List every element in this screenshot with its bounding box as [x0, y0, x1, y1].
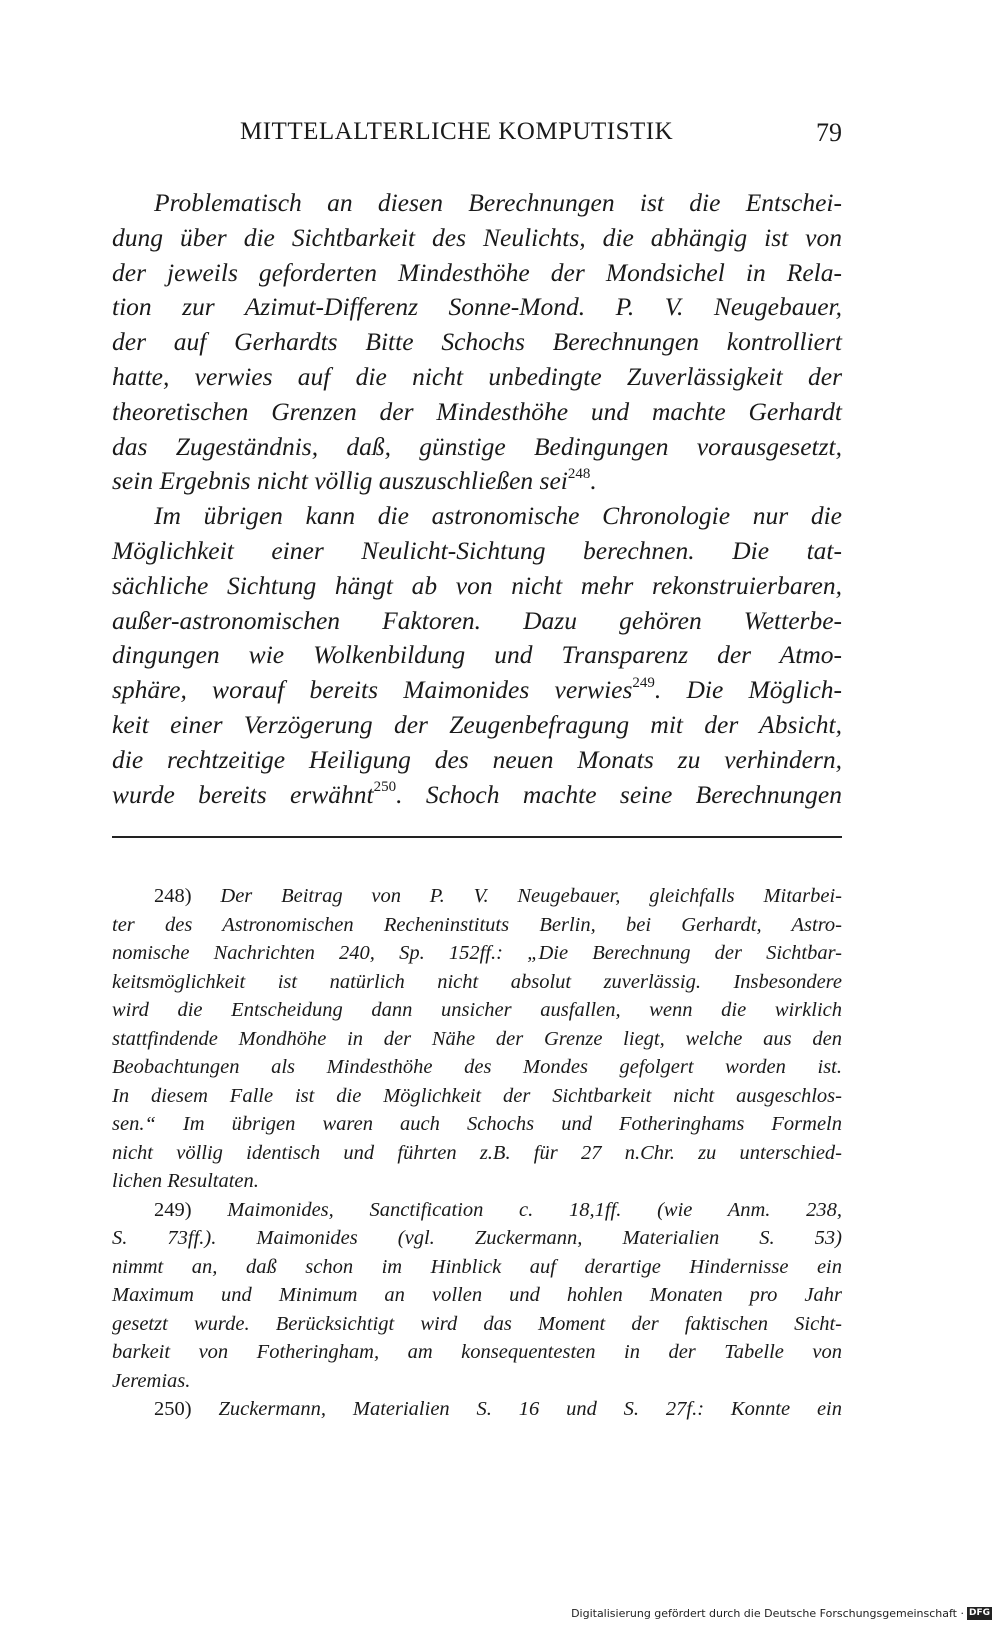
body-line-text: . Schoch machte seine Berechnungen	[396, 779, 842, 809]
body-line: Möglichkeit einer Neulicht-Sichtung berechnen. Die tat-	[112, 535, 842, 565]
body-line: hatte, verwies auf die nicht unbedingte Zuverlässigkeit der	[112, 361, 842, 391]
body-line: tion zur Azimut-Differenz Sonne-Mond. P. V. Neugebauer,	[112, 292, 842, 322]
footnote-248-line: wird die Entscheidung dann unsicher ausfallen, wenn die wirklich	[112, 999, 842, 1021]
body-line-text: sein Ergebnis nicht völlig auszuschließen sei	[112, 466, 568, 496]
body-line: der auf Gerhardts Bitte Schochs Berechnungen kontrolliert	[112, 327, 842, 357]
footnote-248-line: keitsmöglichkeit ist natürlich nicht absolut zuverlässig. Insbesondere	[112, 970, 842, 993]
footnote-number: 248)	[154, 885, 192, 907]
footnote-text: Zuckermann, Materialien S. 16 und S. 27f.: Konnte ein	[218, 1398, 843, 1420]
body-line	[112, 464, 842, 499]
body-line: Im übrigen kann die astronomische Chronologie nur die	[154, 501, 842, 531]
footnote-248-line	[112, 882, 842, 911]
footnote-248-line: ter des Astronomischen Recheninstituts Berlin, bei Gerhardt, Astro-	[112, 913, 842, 936]
footnote-249-line: Jeremias.	[112, 1369, 191, 1392]
footnote-248-line: In diesem Falle ist die Möglichkeit der Sichtbarkeit nicht ausgeschlos-	[112, 1084, 842, 1107]
footnote-249-line	[112, 1196, 842, 1225]
period: .	[590, 466, 597, 496]
digitization-credit	[571, 1607, 992, 1620]
footnote-248-line: nomische Nachrichten 240, Sp. 152ff.: „Die Berechnung der Sichtbar-	[112, 942, 842, 964]
footnote-248-line: lichen Resultaten.	[112, 1170, 259, 1192]
footnote-248-line: nicht völlig identisch und führten z.B. für 27 n.Chr. zu unterschied-	[112, 1141, 842, 1164]
body-line: der jeweils geforderten Mindesthöhe der Mondsichel in Rela-	[112, 257, 842, 287]
footnote-divider	[112, 836, 842, 838]
footnote-number: 250)	[154, 1398, 192, 1420]
footnote-249-line: gesetzt wurde. Berücksichtigt wird das Moment der faktischen Sicht-	[112, 1312, 842, 1335]
footnote-250-line	[112, 1395, 842, 1424]
page-number: 79	[816, 118, 842, 147]
body-line: die rechtzeitige Heiligung des neuen Monats zu verhindern,	[112, 744, 842, 774]
running-title: MITTELALTERLICHE KOMPUTISTIK	[240, 118, 674, 145]
footnote-248-line: stattfindende Mondhöhe in der Nähe der Grenze liegt, welche aus den	[112, 1027, 842, 1050]
footnote-ref-249: 249	[632, 674, 655, 691]
body-line-text: sphäre, worauf bereits Maimonides verwies	[112, 675, 633, 705]
body-line: sächliche Sichtung hängt ab von nicht mehr rekonstruierbaren,	[112, 570, 842, 600]
body-line: dung über die Sichtbarkeit des Neulichts, die abhängig ist von	[112, 222, 842, 252]
body-line: dingungen wie Wolkenbildung und Transparenz der Atmo-	[112, 640, 842, 670]
footnote-249-line: barkeit von Fotheringham, am konsequentesten in der Tabelle von	[112, 1341, 842, 1363]
footnote-248-line: sen.“ Im übrigen waren auch Schochs und Fotheringhams Formeln	[112, 1113, 842, 1135]
footnote-249-line: Maximum und Minimum an vollen und hohlen Monaten pro Jahr	[112, 1284, 842, 1306]
body-line: außer-astronomischen Faktoren. Dazu gehören Wetterbe-	[112, 605, 842, 635]
footnote-ref-248: 248	[567, 465, 591, 482]
body-line	[112, 673, 842, 708]
page-header	[112, 118, 842, 158]
body-text	[112, 186, 842, 812]
footnote-text: Der Beitrag von P. V. Neugebauer, gleichfalls Mitarbei-	[220, 885, 843, 907]
body-line-text: . Die Möglich-	[654, 675, 843, 705]
credit-text: Digitalisierung gefördert durch die Deutsche Forschungsgemeinschaft ·	[571, 1607, 964, 1620]
body-line: Problematisch an diesen Berechnungen ist die Entschei-	[154, 188, 842, 217]
footnote-number: 249)	[154, 1198, 192, 1221]
footnote-249-line: S. 73ff.). Maimonides (vgl. Zuckermann, Materialien S. 53)	[112, 1227, 842, 1249]
body-line: das Zugeständnis, daß, günstige Bedingungen vorausgesetzt,	[112, 431, 842, 461]
footnotes	[112, 882, 842, 1424]
body-line: keit einer Verzögerung der Zeugenbefragung mit der Absicht,	[112, 709, 842, 739]
body-line-text: wurde bereits erwähnt	[112, 779, 374, 809]
body-line: theoretischen Grenzen der Mindesthöhe und machte Gerhardt	[112, 396, 842, 426]
footnote-ref-250: 250	[373, 779, 397, 796]
footnote-249-line: nimmt an, daß schon im Hinblick auf derartige Hindernisse ein	[112, 1255, 842, 1278]
body-line	[112, 778, 842, 813]
footnote-248-line: Beobachtungen als Mindesthöhe des Mondes gefolgert worden ist.	[112, 1056, 842, 1078]
footnote-text: Maimonides, Sanctification c. 18,1ff. (wie Anm. 238,	[227, 1198, 843, 1221]
dfg-logo-icon: DFG	[968, 1608, 990, 1618]
